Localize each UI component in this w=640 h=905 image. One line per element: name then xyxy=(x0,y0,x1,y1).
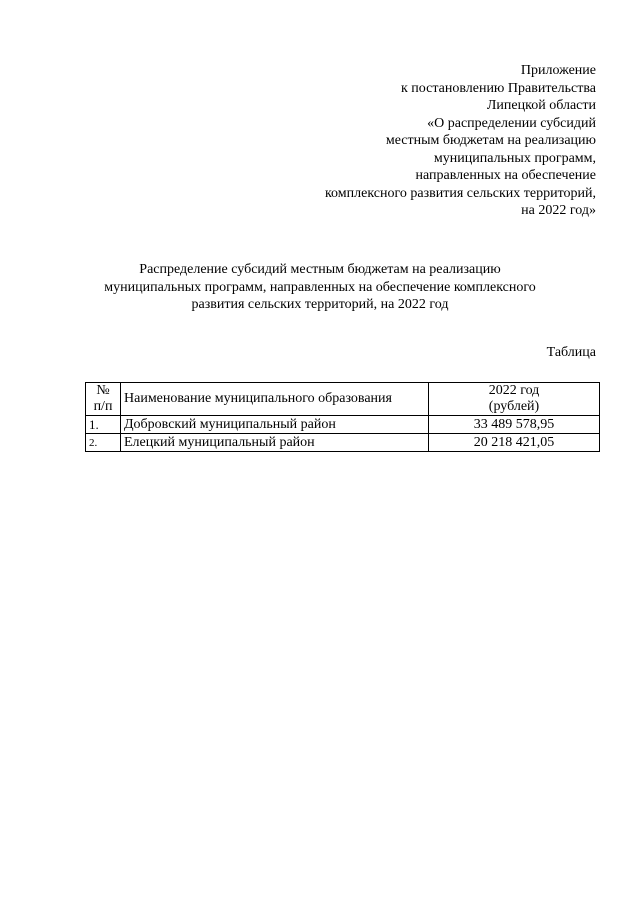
appendix-line: местным бюджетам на реализацию xyxy=(385,133,596,148)
appendix-line: направленных на обеспечение xyxy=(415,168,596,183)
header-name: Наименование муниципального образования xyxy=(121,383,429,416)
title-line: развития сельских территорий, на 2022 год xyxy=(191,297,449,312)
row-municipality: Елецкий муниципальный район xyxy=(121,434,429,452)
header-amount-unit: (рублей) xyxy=(488,399,540,414)
document-title xyxy=(60,261,580,314)
row-municipality: Добровский муниципальный район xyxy=(121,416,429,434)
appendix-line: на 2022 год» xyxy=(521,203,596,218)
row-number: 1. xyxy=(86,416,121,434)
title-line: Распределение субсидий местным бюджетам на реализацию xyxy=(139,262,501,277)
header-number-abbr: п/п xyxy=(93,399,113,414)
appendix-line: Липецкой области xyxy=(486,98,596,113)
row-amount: 33 489 578,95 xyxy=(429,416,600,434)
header-amount xyxy=(429,383,600,416)
appendix-line: муниципальных программ, xyxy=(433,150,596,166)
appendix-line: к постановлению Правительства xyxy=(400,80,596,96)
appendix-line: Приложение xyxy=(520,63,596,78)
table-row xyxy=(86,434,600,452)
appendix-line: «О распределении субсидий xyxy=(427,115,596,131)
header-number-symbol: № xyxy=(96,383,110,398)
subsidy-table xyxy=(85,382,600,452)
title-line: муниципальных программ, направленных на обеспечение комплексного xyxy=(104,279,536,295)
row-amount: 20 218 421,05 xyxy=(429,434,600,452)
table-row xyxy=(86,416,600,434)
row-number: 2. xyxy=(86,434,121,452)
header-amount-year: 2022 год xyxy=(488,383,540,398)
appendix-line: комплексного развития сельских территорий, xyxy=(324,185,596,201)
appendix-header xyxy=(325,62,596,220)
header-number xyxy=(86,383,121,416)
table-label: Таблица xyxy=(546,345,596,360)
table-header-row xyxy=(86,383,600,416)
